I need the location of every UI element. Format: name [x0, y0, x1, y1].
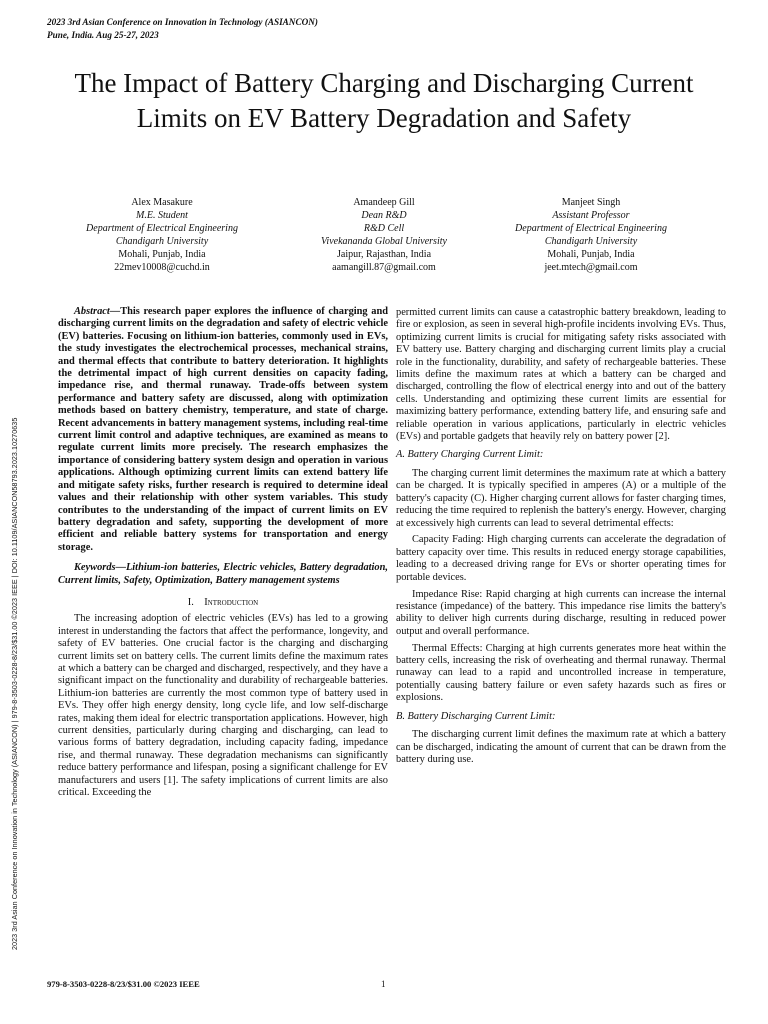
author-place: Mohali, Punjab, India — [118, 249, 206, 260]
author-org: Chandigarh University — [544, 236, 638, 247]
keywords: Keywords—Lithium-ion batteries, Electric vehicles, Battery degradation, Current limits, Safety, Optimization, Battery management systems — [58, 562, 388, 586]
conference-name: 2023 3rd Asian Conference on Innovation in Technology (ASIANCON) — [47, 17, 318, 27]
author-name: Alex Masakure — [131, 197, 193, 208]
paper-title: The Impact of Battery Charging and Discharging Current Limits on EV Battery Degradation and Safety — [74, 68, 694, 133]
author-name: Manjeet Singh — [561, 197, 621, 208]
author-3 — [481, 196, 701, 274]
author-1 — [52, 196, 272, 274]
thermal-effects-paragraph: Thermal Effects: Charging at high currents generates more heat within the battery cells, increasing the risk of overheating and thermal runaway. Thermal runaway can lead to a rapid and uncontrolled increase in temperature, potentially causing battery failure or even safety hazards such as fires or explosions. — [396, 642, 726, 704]
abstract-lead: Abstract— — [74, 306, 121, 317]
author-dept: Department of Electrical Engineering — [86, 223, 238, 234]
abstract-text: This research paper explores the influence of charging and discharging current limits on the degradation and safety of electric vehicle (EV) batteries. Focusing on lithium-ion batteries, commonly used in EVs, the study investigates the electrochemical processes, mechanical strains, and thermal effects that contribute to battery deterioration. It highlights the detrimental impact of high current densities on capacity fading, impedance rise, and thermal runaway. Trade-offs between system performance and battery safety are discussed, along with optimization methods based on battery chemistry, temperature, and state of charge. Recent advancements in battery management systems, including real-time current limit control and adaptive techniques, are examined as means to regulate current limits more precisely. The research emphasizes the importance of considering battery system design and operation in various applications. Although optimizing current limits can extend battery life and mitigate safety risks, further research is required to determine ideal values and their relationship with other system variables. This study contributes to the understanding of the impact of current limits on EV battery degradation and safety, supporting the development of more efficient and reliable battery systems for transportation and energy storage. — [58, 306, 388, 553]
author-dept: R&D Cell — [363, 223, 405, 234]
copyright-footer: 979-8-3503-0228-8/23/$31.00 ©2023 IEEE — [47, 979, 200, 989]
page-number: 1 — [381, 979, 386, 989]
section-heading-introduction — [58, 597, 388, 609]
capacity-fading-paragraph: Capacity Fading: High charging currents can accelerate the degradation of battery capacity over time. This results in reduced energy storage capabilities, leading to a decreased driving range for EVs or shorter operating times for portable devices. — [396, 534, 726, 583]
author-role: Dean R&D — [361, 210, 407, 221]
author-role: Assistant Professor — [552, 210, 630, 221]
author-place: Jaipur, Rajasthan, India — [336, 249, 432, 260]
author-email: jeet.mtech@gmail.com — [544, 262, 638, 273]
discharging-limit-paragraph: The discharging current limit defines the maximum rate at which a battery can be discharged, indicating the amount of current that can be drawn from the battery during use. — [396, 729, 726, 765]
subsection-heading-a: A. Battery Charging Current Limit: — [396, 449, 544, 461]
author-dept: Department of Electrical Engineering — [515, 223, 667, 234]
intro-continued-paragraph: permitted current limits can cause a catastrophic battery breakdown, leading to fire or explosion, as seen in several high-profile incidents involving EVs. Thus, optimizing current limits is crucial for mitigating safety risks associated with EV battery use. Battery charging and discharging current limits play a crucial role in the functionality, durability, and safety of rechargeable batteries. These limits define the maximum rates at which a battery can be charged and discharged, controlling the flow of electrical energy into and out of the battery cells. Understanding and optimizing these current limits are essential for maximizing battery performance, extending battery life, and ensuring safe and reliable operation in various applications, particularly in electric vehicles (EVs) and portable gadgets that heavily rely on battery power [2]. — [396, 307, 726, 443]
subsection-heading-b: B. Battery Discharging Current Limit: — [396, 710, 556, 722]
doi-sidebar: 2023 3rd Asian Conference on Innovation in Technology (ASIANCON) | 979-8-3503-0228-8/23/$31.00 ©2023 IEEE | DOI: 10.1109/ASIANCON58793.2023.10270635 — [10, 417, 19, 950]
conference-header — [47, 16, 318, 41]
author-email: aamangill.87@gmail.com — [332, 262, 436, 273]
right-column — [396, 307, 726, 771]
author-org: Vivekananda Global University — [321, 236, 447, 247]
author-org: Chandigarh University — [115, 236, 209, 247]
section-number: I. — [187, 596, 194, 608]
section-title: Introduction — [204, 596, 259, 608]
author-name: Amandeep Gill — [353, 197, 415, 208]
conference-location: Pune, India. Aug 25-27, 2023 — [47, 29, 159, 40]
abstract — [58, 306, 388, 554]
charging-limit-paragraph: The charging current limit determines the maximum rate at which a battery can be charged. It is typically specified in amperes (A) or a multiple of the battery's capacity (C). Higher charging current allows for faster charging times, reducing the time required to replenish the battery's energy. However, charging at excessively high currents can lead to several detrimental effects: — [396, 467, 726, 529]
author-2 — [274, 196, 494, 274]
impedance-rise-paragraph: Impedance Rise: Rapid charging at high currents can increase the internal resistance (impedance) of the battery. This impedance rise limits the battery's ability to deliver high currents during discharge, resulting in reduced power output and overall performance. — [396, 588, 726, 637]
left-column — [58, 306, 388, 804]
author-place: Mohali, Punjab, India — [547, 249, 635, 260]
author-email: 22mev10008@cuchd.in — [114, 262, 210, 273]
intro-paragraph: The increasing adoption of electric vehicles (EVs) has led to a growing interest in understanding the factors that affect the performance, longevity, and safety of EV batteries. One crucial factor is the charging and discharging current limits set on battery cells. The current limits define the maximum rates at which a battery can be charged and discharged, respectively, and they have a significant impact on the functionality and durability of rechargeable batteries. Lithium-ion batteries are currently the most common type of battery used in EVs. They offer high energy density, long cycle life, and low self-discharge rates, making them ideal for electric transportation applications. However, high current densities, particularly during charging and discharging, can lead to various forms of battery degradation, including capacity fading, impedance rise, and thermal runaway. These degradation mechanisms can significantly reduce battery performance and lifespan, posing a significant challenge for EV manufacturers and users [1]. The safety implications of current limits are also critical. Exceeding the — [58, 613, 388, 799]
author-role: M.E. Student — [136, 210, 188, 221]
